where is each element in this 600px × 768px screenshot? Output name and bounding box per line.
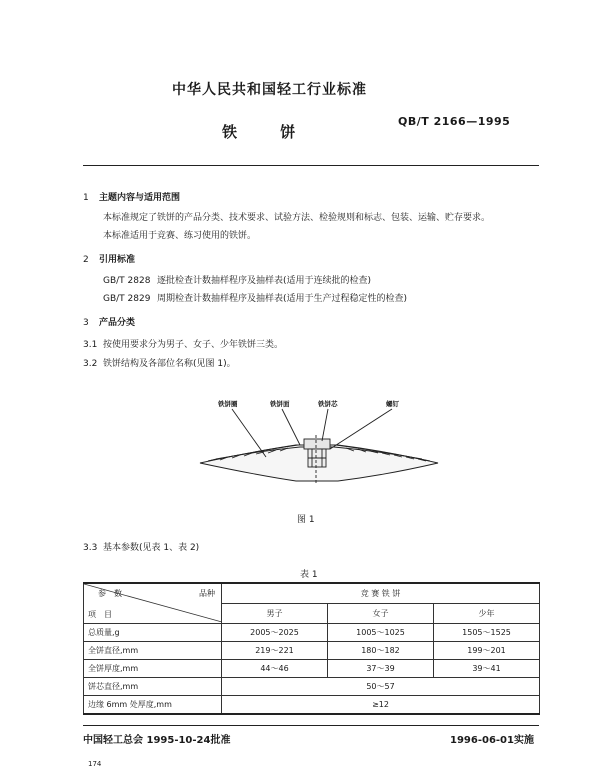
cell: 219～221 — [222, 642, 328, 660]
discus-diagram — [196, 395, 442, 495]
document-title: 铁 饼 — [222, 123, 296, 141]
clause-number: 3.1 — [83, 340, 98, 350]
row-param: 总质量,g — [84, 624, 222, 642]
clause-text: 铁饼结构及各部位名称(见图 1)。 — [103, 359, 236, 369]
merged-cell: ≥12 — [222, 696, 540, 715]
column-header: 女子 — [328, 604, 434, 624]
section-3-title: 产品分类 — [99, 318, 136, 328]
section-1-heading — [83, 190, 180, 203]
clause-3-1 — [83, 337, 283, 350]
label-face: 铁饼面 — [270, 400, 290, 408]
section-2-heading — [83, 252, 135, 265]
table-row — [84, 678, 540, 696]
table-row — [84, 642, 540, 660]
approval-date: 中国轻工总会 1995-10-24批准 — [83, 735, 231, 746]
section-1-number: 1 — [83, 193, 89, 203]
cell: 180～182 — [328, 642, 434, 660]
clause-text: 基本参数(见表 1、表 2) — [103, 543, 200, 553]
footer-rule — [83, 725, 539, 726]
section-1-title: 主题内容与适用范围 — [99, 193, 181, 203]
reference-row — [103, 291, 407, 304]
corner-cell — [84, 583, 222, 624]
reference-text: 逐批检查计数抽样程序及抽样表(适用于连续批的检查) — [157, 276, 372, 286]
cell: 2005～2025 — [222, 624, 328, 642]
clause-number: 3.3 — [83, 543, 98, 553]
section-3-number: 3 — [83, 318, 89, 328]
label-screw: 螺钉 — [386, 400, 399, 408]
clause-text: 按使用要求分为男子、女子、少年铁饼三类。 — [103, 340, 284, 350]
header-rule — [83, 165, 539, 166]
table-row — [84, 624, 540, 642]
table-row — [84, 660, 540, 678]
row-param: 饼芯直径,mm — [84, 678, 222, 696]
figure-caption: 图 1 — [297, 515, 315, 525]
parameter-table — [83, 582, 540, 715]
cell: 37～39 — [328, 660, 434, 678]
section-1-paragraph-2: 本标准适用于竞赛、练习使用的铁饼。 — [103, 231, 257, 241]
column-header: 男子 — [222, 604, 328, 624]
reference-text: 周期检查计数抽样程序及抽样表(适用于生产过程稳定性的检查) — [157, 294, 408, 304]
cell: 1005～1025 — [328, 624, 434, 642]
cell: 44～46 — [222, 660, 328, 678]
reference-code: GB/T 2828 — [103, 276, 151, 286]
section-1-paragraph-1: 本标准规定了铁饼的产品分类、技术要求、试验方法、检验规则和标志、包装、运输、贮存要求。 — [103, 213, 491, 223]
corner-item-label: 项 目 — [88, 610, 112, 619]
row-param: 全饼厚度,mm — [84, 660, 222, 678]
section-3-heading — [83, 315, 135, 328]
cell: 39～41 — [434, 660, 540, 678]
section-2-number: 2 — [83, 255, 89, 265]
org-title: 中华人民共和国轻工行业标准 — [172, 82, 367, 98]
row-param: 边缘 6mm 处厚度,mm — [84, 696, 222, 715]
standard-number: QB/T 2166—1995 — [398, 115, 511, 128]
corner-param-label: 参 数 — [98, 589, 122, 598]
row-param: 全饼直径,mm — [84, 642, 222, 660]
merged-cell: 50～57 — [222, 678, 540, 696]
section-2-title: 引用标准 — [99, 255, 136, 265]
table-caption: 表 1 — [300, 570, 318, 580]
reference-row — [103, 273, 371, 286]
table-row — [84, 696, 540, 715]
page-number: 174 — [88, 760, 102, 768]
reference-code: GB/T 2829 — [103, 294, 151, 304]
column-header: 少年 — [434, 604, 540, 624]
clause-3-2 — [83, 356, 236, 369]
table-header-row — [84, 583, 540, 604]
clause-3-3 — [83, 540, 199, 553]
clause-number: 3.2 — [83, 359, 98, 369]
effective-date: 1996-06-01实施 — [450, 735, 534, 746]
cell: 1505～1525 — [434, 624, 540, 642]
label-ring: 铁饼圈 — [218, 400, 238, 408]
corner-variety-label: 品种 — [199, 589, 215, 598]
cell: 199～201 — [434, 642, 540, 660]
label-core: 铁饼芯 — [318, 400, 338, 408]
group-header: 竞 赛 铁 饼 — [222, 583, 540, 604]
